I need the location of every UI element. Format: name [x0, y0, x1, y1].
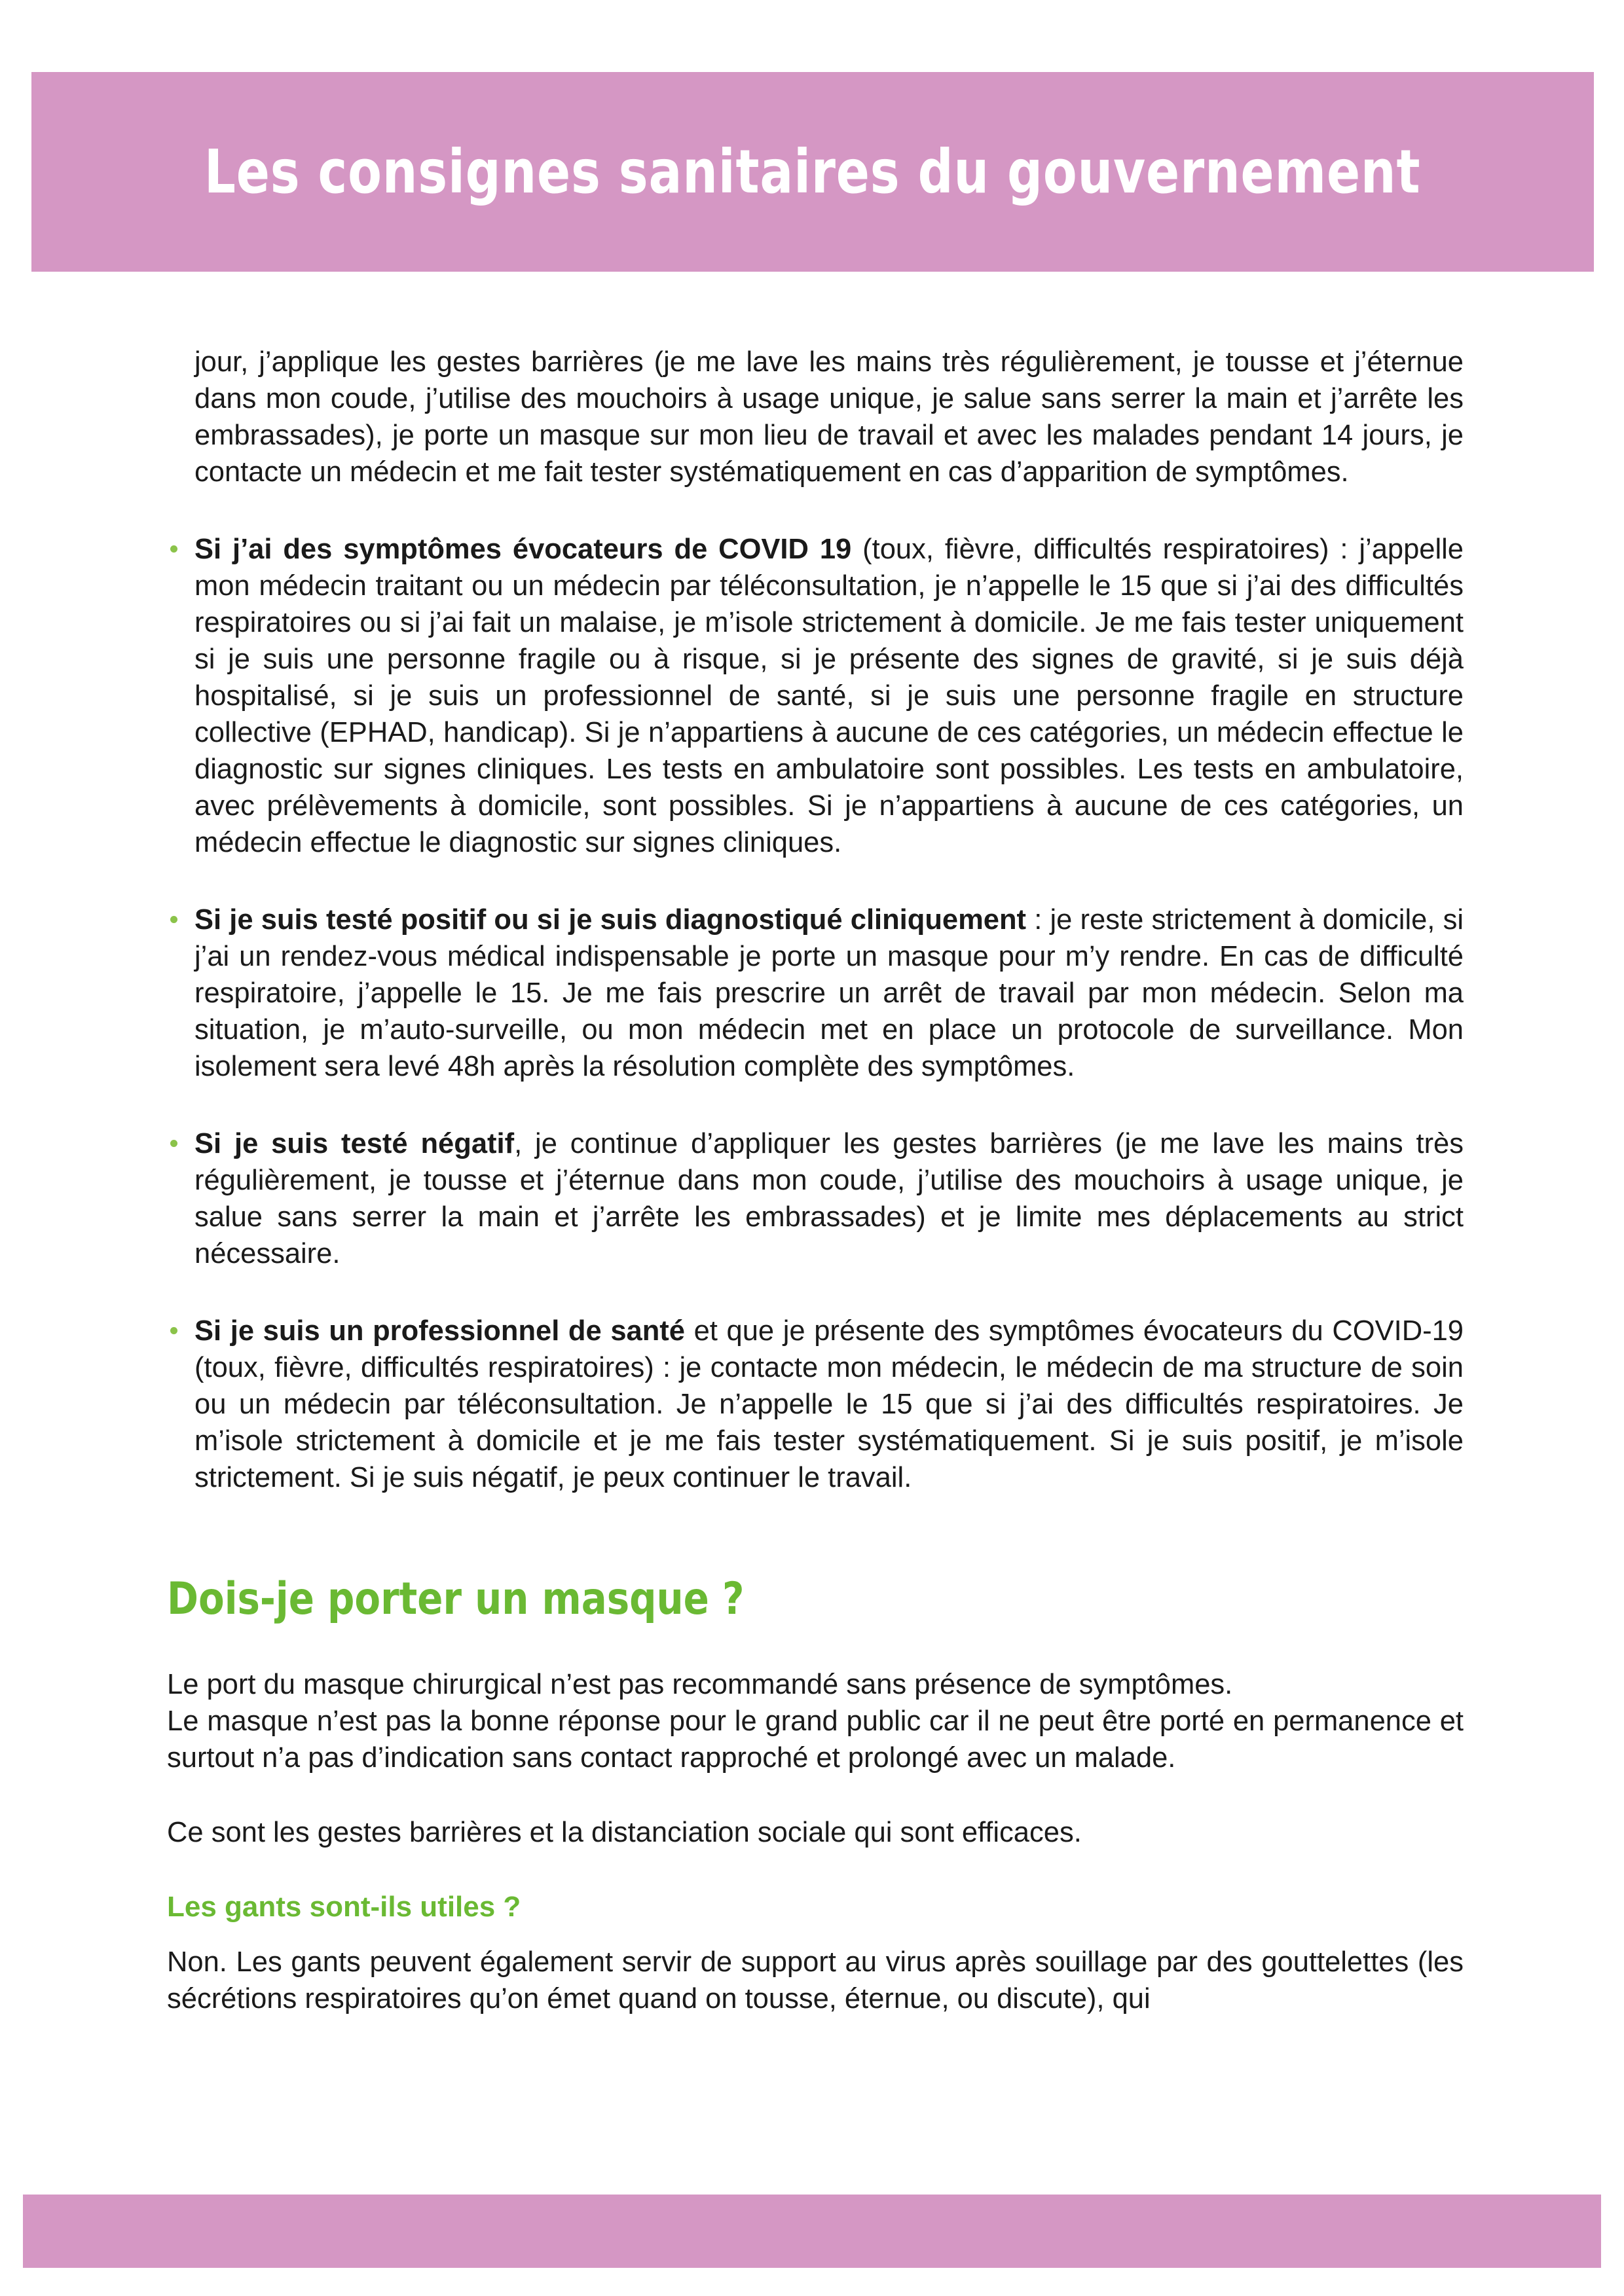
bullet-lead: Si je suis testé positif ou si je suis diagnostiqué cliniquement	[194, 904, 1027, 936]
document-body	[167, 344, 1464, 2017]
bullet-text: et que je présente des symptômes évocateurs du COVID-19 (toux, fièvre, difficultés respiratoires) : je contacte mon médecin, le médecin de ma structure de soin ou un médecin par téléconsultation. Je n’appelle le 15 que si j’ai des difficultés respiratoires. Je m’isole strictement à domicile et je me fais tester systématiquement. Si je suis positif, je m’isole strictement. Si je suis négatif, je peux continuer le travail.	[194, 1315, 1464, 1493]
gloves-section-heading: Les gants sont-ils utiles ?	[167, 1891, 521, 1923]
bullet-dot-icon	[170, 1140, 177, 1147]
footer-bar	[23, 2195, 1601, 2268]
bullet-text: , je continue d’appliquer les gestes barrières (je me lave les mains très régulièrement, je tousse et j’éternue dans mon coude, j’utilise des mouchoirs à usage unique, je salue sans serrer la main et j’arrête les embrassades) et je limite mes déplacements au strict nécessaire.	[194, 1128, 1464, 1269]
mask-paragraph-line-2: Le masque n’est pas la bonne réponse pour le grand public car il ne peut être porté en permanence et surtout n’a pas d’indication sans contact rapproché et prolongé avec un malade.	[167, 1705, 1464, 1774]
bullet-positive	[167, 902, 1464, 1085]
bullet-dot-icon	[170, 1327, 177, 1334]
mask-paragraph	[167, 1666, 1464, 1776]
barrier-paragraph: Ce sont les gestes barrières et la distanciation sociale qui sont efficaces.	[167, 1817, 1082, 1848]
bullet-negative	[167, 1125, 1464, 1272]
page-title: Les consignes sanitaires du gouvernement	[204, 137, 1421, 207]
mask-paragraph-line-1: Le port du masque chirurgical n’est pas recommandé sans présence de symptômes.	[167, 1669, 1233, 1700]
bullet-lead: Si je suis testé négatif	[194, 1128, 515, 1159]
gloves-paragraph: Non. Les gants peuvent également servir de support au virus après souillage par des gouttelettes (les sécrétions respiratoires qu’on émet quand on tousse, éternue, ou discute), qui	[167, 1946, 1464, 2014]
header-banner	[31, 72, 1594, 272]
bullet-text: (toux, fièvre, difficultés respiratoires) : j’appelle mon médecin traitant ou un médecin par téléconsultation, je n’appelle le 15 que si j’ai des difficultés respiratoires ou si j’ai fait un malaise, je m’isole strictement à domicile. Je me fais tester uniquement si je suis une personne fragile ou à risque, si je présente des signes de gravité, si je suis déjà hospitalisé, si je suis un professionnel de santé, si je suis une personne fragile en structure collective (EPHAD, handicap). Si je n’appartiens à aucune de ces catégories, un médecin effectue le diagnostic sur signes cliniques. Les tests en ambulatoire sont possibles. Les tests en ambulatoire, avec prélèvements à domicile, sont possibles. Si je n’appartiens à aucune de ces catégories, un médecin effectue le diagnostic sur signes cliniques.	[194, 534, 1464, 858]
bullet-lead: Si j’ai des symptômes évocateurs de COVID 19	[194, 534, 852, 565]
bullet-lead: Si je suis un professionnel de santé	[194, 1315, 685, 1347]
bullet-dot-icon	[170, 545, 177, 553]
bullet-dot-icon	[170, 916, 177, 923]
intro-paragraph: jour, j’applique les gestes barrières (je me lave les mains très régulièrement, je tousse et j’éternue dans mon coude, j’utilise des mouchoirs à usage unique, je salue sans serrer la main et j’arrête les embrassades), je porte un masque sur mon lieu de travail et avec les malades pendant 14 jours, je contacte un médecin et me fait tester systématiquement en cas d’apparition de symptômes.	[194, 346, 1464, 488]
bullet-text: : je reste strictement à domicile, si j’ai un rendez-vous médical indispensable je porte un masque pour m’y rendre. En cas de difficulté respiratoire, j’appelle le 15. Je me fais prescrire un arrêt de travail par mon médecin. Selon ma situation, je m’auto-surveille, ou mon médecin met en place un protocole de surveillance. Mon isolement sera levé 48h après la résolution complète des symptômes.	[194, 904, 1464, 1082]
mask-section-heading: Dois-je porter un masque ?	[167, 1573, 745, 1625]
bullet-symptoms	[167, 531, 1464, 861]
bullet-health-professional	[167, 1313, 1464, 1496]
